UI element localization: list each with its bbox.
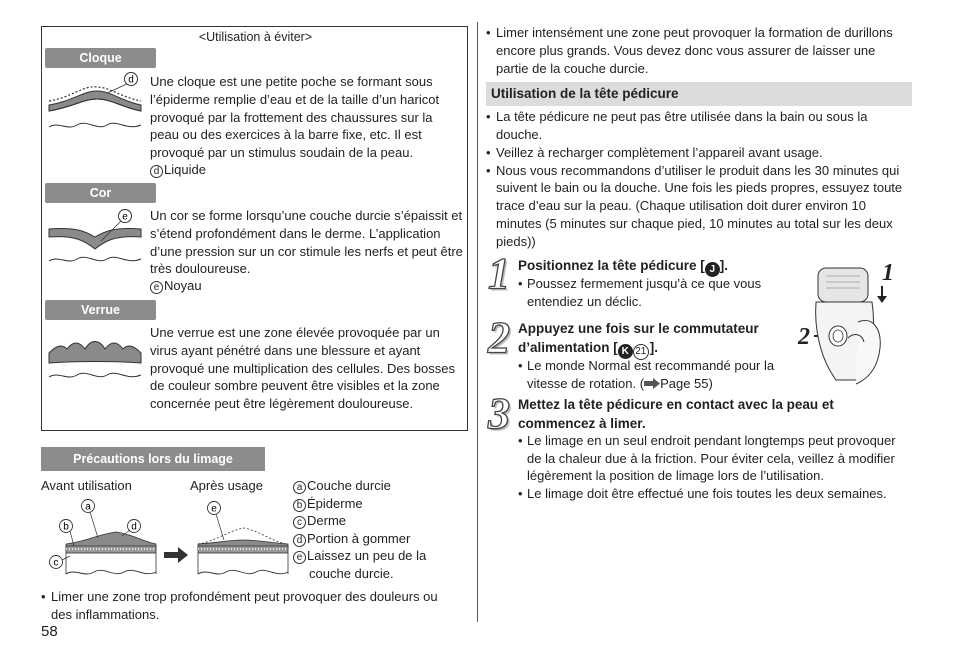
blister-illustration bbox=[45, 71, 145, 139]
marker-a: a bbox=[85, 501, 91, 513]
cloque-note bbox=[150, 161, 206, 179]
step-3-number: 3 bbox=[488, 389, 510, 438]
bullet-timing: • Nous vous recommandons d’utiliser le produit dans les 30 minutes qui suivent le bain ou la douche. Une fois les pieds propres, essuyez toute trace d’eau sur la peau. (Chaque utilisation doit durer environ 10 minutes (5 minutes sur chaque pied, 10 minutes au total sur les deux pieds)) bbox=[486, 162, 914, 251]
corn-illustration bbox=[45, 207, 145, 275]
step-3-body-2: • Le limage doit être effectué une fois toutes les deux semaines. bbox=[518, 485, 910, 503]
figure-label-2: 2 bbox=[798, 324, 810, 350]
marker-c: c bbox=[53, 557, 59, 569]
legend-c: c Derme bbox=[293, 512, 346, 530]
wart-illustration bbox=[45, 327, 145, 387]
step-3-title: Mettez la tête pédicure en contact avec la peau et commencez à limer. bbox=[518, 397, 834, 431]
cor-label: Cor bbox=[45, 183, 156, 203]
bullet-no-bath: • La tête pédicure ne peut pas être utilisée dans la bain ou sous la douche. bbox=[486, 108, 911, 144]
cor-text: Un cor se forme lorsqu’une couche durcie s’épaissit et s’étend profondément dans le derme. L’application d’une pression sur un cor stimule les nerfs et peut être très douloureuse. bbox=[150, 208, 463, 277]
step-1-number: 1 bbox=[488, 249, 510, 298]
legend-e: e Laissez un peu de la bbox=[293, 547, 426, 565]
step-2-title: Appuyez une fois sur le commutateur d’alimentation [ K 21 ]. bbox=[518, 320, 793, 360]
cor-note-text: Noyau bbox=[164, 278, 202, 293]
before-skin bbox=[66, 532, 156, 574]
blister-marker: d bbox=[128, 74, 134, 86]
filing-illustration bbox=[44, 494, 294, 584]
before-label: Avant utilisation bbox=[41, 478, 132, 493]
step-1-title: Positionnez la tête pédicure [ J ]. bbox=[518, 258, 729, 275]
marker-e: e bbox=[211, 503, 217, 515]
note-marker: e bbox=[150, 281, 163, 294]
legend-d: d Portion à gommer bbox=[293, 530, 410, 548]
cloque-text: Une cloque est une petite poche se formant sous l’épiderme remplie d’eau et de la taille d’un haricot provoqué par la frottement des chaussures sur la peau ou des exercices à la barre fixe, etc. Il est provoqué par un stimulus soudain de la peau. bbox=[150, 74, 440, 161]
component-k-badge: K bbox=[618, 344, 633, 359]
section-title: Utilisation de la tête pédicure bbox=[486, 82, 912, 106]
step-2-body: • Le monde Normal est recommandé pour la vitesse de rotation. ( Page 55) bbox=[518, 357, 793, 392]
note-marker: d bbox=[150, 165, 163, 178]
marker-d: d bbox=[131, 521, 137, 533]
pedicure-device-illustration bbox=[796, 258, 916, 388]
page-number: 58 bbox=[41, 623, 58, 640]
bullet-recharge: • Veillez à recharger complètement l’appareil avant usage. bbox=[486, 144, 911, 162]
avoid-box bbox=[41, 26, 468, 431]
cor-note bbox=[150, 277, 202, 295]
bullet-callus-warning: • Limer intensément une zone peut provoquer la formation de durillons encore plus grands. Vous devez donc vous assurer de laisser une partie de la couche durcie. bbox=[486, 24, 911, 77]
after-skin bbox=[198, 528, 288, 574]
legend-b: b Épiderme bbox=[293, 495, 363, 513]
cloque-note-text: Liquide bbox=[164, 162, 206, 177]
component-j-badge: J bbox=[705, 262, 720, 277]
precautions-label: Précautions lors du limage bbox=[41, 447, 265, 471]
verrue-label: Verrue bbox=[45, 300, 156, 320]
figure-label-1: 1 bbox=[882, 260, 894, 286]
legend-a: a Couche durcie bbox=[293, 477, 391, 495]
page-ref-arrow-icon bbox=[644, 378, 660, 389]
step-2-number: 2 bbox=[488, 313, 510, 362]
corn-marker: e bbox=[122, 211, 128, 223]
transform-arrow bbox=[164, 547, 188, 563]
legend-e-cont: couche durcie. bbox=[309, 565, 394, 581]
step-1-body: • Poussez fermement jusqu’à ce que vous entendiez un déclic. bbox=[518, 275, 788, 310]
page-55-link[interactable]: Page 55) bbox=[660, 375, 713, 391]
avoid-title: <Utilisation à éviter> bbox=[198, 30, 313, 44]
bullet-depth-warning: • Limer une zone trop profondément peut provoquer des douleurs ou des inflammations. bbox=[41, 588, 461, 624]
marker-b: b bbox=[63, 521, 69, 533]
verrue-text: Une verrue est une zone élevée provoquée par un virus ayant pénétré dans une blessure et ayant provoqué une multiplication des cellules. Des bosses de couleur sombre peuvent être visibles et la zone concernée peut être légèrement douloureuse. bbox=[150, 325, 455, 412]
column-divider bbox=[477, 22, 478, 622]
cloque-label: Cloque bbox=[45, 48, 156, 68]
component-21-marker: 21 bbox=[633, 344, 649, 360]
step-3-body-1: • Le limage en un seul endroit pendant longtemps peut provoquer de la chaleur due à la friction. Pour éviter cela, veillez à modifier légèrement la position de limage lors de l’utilisation. bbox=[518, 432, 910, 485]
after-label: Après usage bbox=[190, 478, 263, 493]
